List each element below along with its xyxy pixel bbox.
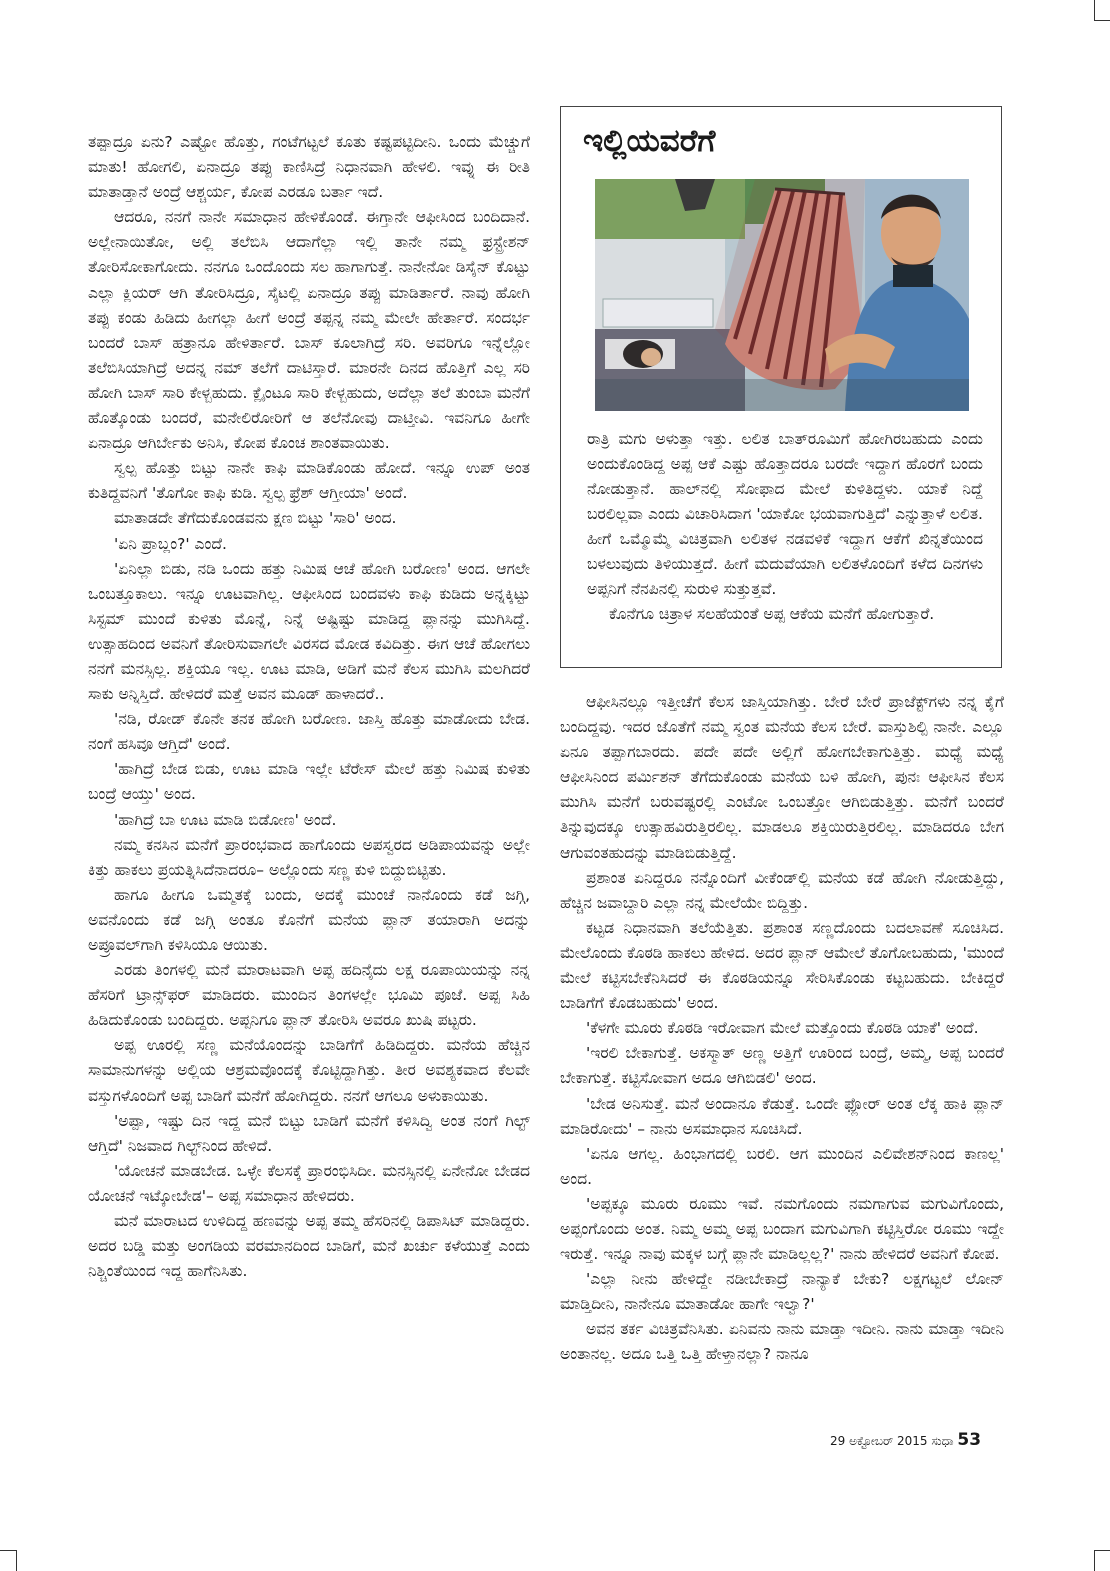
- paragraph: ಕೊನೆಗೂ ಚಿತ್ರಾಳ ಸಲಹೆಯಂತೆ ಅಪ್ಪ ಆಕೆಯ ಮನೆಗೆ ಹೋಗುತ್ತಾರೆ.: [609, 605, 935, 623]
- paragraph: 'ಹಾಗಿದ್ರೆ ಬೇಡ ಬಿಡು, ಊಟ ಮಾಡಿ ಇಲ್ಲೇ ಟೆರೇಸ್ ಮೇಲೆ ಹತ್ತು ನಿಮಿಷ ಕುಳಿತು ಬಂದ್ರೆ ಆಯ್ತು' ಅಂದ.: [88, 760, 530, 804]
- paragraph: ಎರಡು ತಿಂಗಳಲ್ಲಿ ಮನೆ ಮಾರಾಟವಾಗಿ ಅಪ್ಪ ಹದಿನೈದು ಲಕ್ಷ ರೂಪಾಯಿಯನ್ನು ನನ್ನ ಹೆಸರಿಗೆ ಟ್ರಾನ್ಸ್‌ಫರ್ ಮಾಡಿದರು. ಮುಂದಿನ ತಿಂಗಳಲ್ಲೇ ಭೂಮಿ ಪೂಜೆ. ಅಪ್ಪ ಸಿಹಿ ಹಿಡಿದುಕೊಂಡು ಬಂದಿದ್ದರು. ಅಪ್ಪನಿಗೂ ಪ್ಲಾನ್ ತೋರಿಸಿ ಅವರೂ ಖುಷಿ ಪಟ್ಟರು.: [88, 961, 530, 1030]
- crop-mark: [1094, 1550, 1110, 1551]
- paragraph: ಕಟ್ಟಡ ನಿಧಾನವಾಗಿ ತಲೆಯೆತ್ತಿತು. ಪ್ರಶಾಂತ ಸಣ್ಣದೊಂದು ಬದಲಾವಣೆ ಸೂಚಿಸಿದ. ಮೇಲೊಂದು ಕೊಠಡಿ ಹಾಕಲು ಹೇಳಿದ. ಅದರ ಪ್ಲಾನ್ ಆಮೇಲೆ ತೊಗೋಬಹುದು, 'ಮುಂದೆ ಮೇಲೆ ಕಟ್ಟಿಸಬೇಕೆನಿಸಿದರೆ ಈ ಕೊಠಡಿಯನ್ನೂ ಸೇರಿಸಿಕೊಂಡು ಕಟ್ಟಬಹುದು. ಬೇಕಿದ್ದರೆ ಬಾಡಿಗೆಗೆ ಕೊಡಬಹುದು' ಅಂದ.: [560, 918, 1004, 1013]
- paragraph: ನಮ್ಮ ಕನಸಿನ ಮನೆಗೆ ಪ್ರಾರಂಭವಾದ ಹಾಗೊಂದು ಅಪಸ್ವರದ ಅಡಿಪಾಯವನ್ನು ಅಲ್ಲೇ ಕಿತ್ತು ಹಾಕಲು ಪ್ರಯತ್ನಿಸಿದೆನಾದರೂ– ಅಲ್ಲೊಂದು ಸಣ್ಣ ಕುಳಿ ಬಿದ್ದುಬಿಟ್ಟಿತು.: [88, 835, 530, 879]
- story-so-far-box: [560, 106, 1002, 668]
- paragraph: 'ಯೋಚನೆ ಮಾಡಬೇಡ. ಒಳ್ಳೇ ಕೆಲಸಕ್ಕೆ ಪ್ರಾರಂಭಿಸಿದೀ. ಮನಸ್ಸಿನಲ್ಲಿ ಏನೇನೋ ಬೇಡದ ಯೋಚನೆ ಇಟ್ಕೋಬೇಡ'– ಅಪ್ಪ ಸಮಾಧಾನ ಹೇಳಿದರು.: [88, 1161, 530, 1205]
- crop-mark: [1094, 0, 1095, 20]
- paragraph: ಪ್ರಶಾಂತ ಏನಿದ್ದರೂ ನನ್ನೊಂದಿಗೆ ವೀಕೆಂಡ್‌ಲ್ಲಿ ಮನೆಯ ಕಡೆ ಹೋಗಿ ನೋಡುತ್ತಿದ್ದು, ಹೆಚ್ಚಿನ ಜವಾಬ್ದಾರಿ ಎಲ್ಲಾ ನನ್ನ ಮೇಲೆಯೇ ಬಿದ್ದಿತ್ತು.: [560, 868, 1004, 912]
- paragraph: 'ಕೆಳಗೇ ಮೂರು ಕೊಠಡಿ ಇರೋವಾಗ ಮೇಲೆ ಮತ್ತೊಂದು ಕೊಠಡಿ ಯಾಕೆ' ಅಂದೆ.: [586, 1019, 979, 1038]
- paragraph: 'ಏನಿಲ್ಲಾ ಬಿಡು, ನಡಿ ಒಂದು ಹತ್ತು ನಿಮಿಷ ಆಚೆ ಹೋಗಿ ಬರೋಣ' ಅಂದ. ಆಗಲೇ ಒಂಬತ್ತೂಕಾಲು. ಇನ್ನೂ ಊಟವಾಗಿಲ್ಲ. ಆಫೀಸಿಂದ ಬಂದವಳು ಕಾಫಿ ಕುಡಿದು ಅನ್ನಕ್ಕಿಟ್ಟು ಸಿಸ್ಟಮ್ ಮುಂದೆ ಕುಳಿತು ಮೊನ್ನೆ, ನಿನ್ನೆ ಅಷ್ಟಿಷ್ಟು ಮಾಡಿದ್ದ ಪ್ಲಾನನ್ನು ಮುಗಿಸಿದ್ದೆ. ಉತ್ಸಾಹದಿಂದ ಅವನಿಗೆ ತೋರಿಸುವಾಗಲೇ ವಿರಸದ ಮೋಡ ಕವಿದಿತ್ತು. ಈಗ ಆಚೆ ಹೋಗಲು ನನಗೆ ಮನಸ್ಸಿಲ್ಲ. ಶಕ್ತಿಯೂ ಇಲ್ಲ. ಊಟ ಮಾಡಿ, ಅಡಿಗೆ ಮನೆ ಕೆಲಸ ಮುಗಿಸಿ ಮಲಗಿದರೆ ಸಾಕು ಅನ್ನಿಸ್ತಿದೆ. ಹೇಳಿದರೆ ಮತ್ತೆ ಅವನ ಮೂಡ್ ಹಾಳಾದರೆ..: [88, 559, 530, 704]
- crop-mark: [1094, 1550, 1095, 1571]
- crop-mark: [1094, 20, 1110, 21]
- crop-mark: [16, 1550, 17, 1571]
- paragraph: 'ಏನಿ ಪ್ರಾಬ್ಲಂ?' ಎಂದೆ.: [114, 534, 227, 553]
- paragraph: ಹಾಗೂ ಹೀಗೂ ಒಮ್ಮತಕ್ಕೆ ಬಂದು, ಅದಕ್ಕೆ ಮುಂಚೆ ನಾನೊಂದು ಕಡೆ ಜಗ್ಗಿ, ಅವನೊಂದು ಕಡೆ ಜಗ್ಗಿ ಅಂತೂ ಕೊನೆಗೆ ಮನೆಯ ಪ್ಲಾನ್ ತಯಾರಾಗಿ ಅದನ್ನು ಅಪ್ರೂವಲ್‌ಗಾಗಿ ಕಳಿಸಿಯೂ ಆಯಿತು.: [88, 885, 530, 954]
- issue-date: 29 ಅಕ್ಟೋಬರ್ 2015: [830, 1434, 928, 1448]
- paragraph: ಮಾತಾಡದೇ ತೆಗೆದುಕೊಂಡವನು ಕ್ಷಣ ಬಿಟ್ಟು 'ಸಾರಿ' ಅಂದ.: [114, 509, 397, 528]
- crop-mark: [0, 1550, 16, 1551]
- page-footer: [830, 1432, 981, 1449]
- paragraph: 'ಅಪ್ಪಕ್ಕೂ ಮೂರು ರೂಮು ಇವೆ. ನಮಗೊಂದು ನಮಗಾಗುವ ಮಗುವಿಗೊಂದು, ಅಪ್ಪಂಗೊಂದು ಅಂತ. ನಿಮ್ಮ ಅಮ್ಮ ಅಪ್ಪ ಬಂದಾಗ ಮಗುವಿಗಾಗಿ ಕಟ್ಟಿಸ್ತಿರೋ ರೂಮು ಇದ್ದೇ ಇರುತ್ತೆ. ಇನ್ನೂ ನಾವು ಮಕ್ಕಳ ಬಗ್ಗೆ ಪ್ಲಾನೇ ಮಾಡಿಲ್ಲಲ್ಲ?' ನಾನು ಹೇಳಿದರೆ ಅವನಿಗೆ ಕೋಪ.: [560, 1194, 1004, 1264]
- paragraph: ಮನೆ ಮಾರಾಟದ ಉಳಿದಿದ್ದ ಹಣವನ್ನು ಅಪ್ಪ ತಮ್ಮ ಹೆಸರಿನಲ್ಲಿ ಡಿಪಾಸಿಟ್ ಮಾಡಿದ್ದರು. ಅದರ ಬಡ್ಡಿ ಮತ್ತು ಅಂಗಡಿಯ ವರಮಾನದಿಂದ ಬಾಡಿಗೆ, ಮನೆ ಖರ್ಚು ಕಳೆಯುತ್ತೆ ಎಂದು ನಿಶ್ಚಿಂತೆಯಿಂದ ಇದ್ದ ಹಾಗೆನಿಸಿತು.: [88, 1212, 530, 1281]
- article-column-left: [88, 130, 530, 1420]
- paragraph: 'ಹಾಗಿದ್ರೆ ಬಾ ಊಟ ಮಾಡಿ ಬಿಡೋಣ' ಅಂದೆ.: [114, 810, 337, 829]
- sidebar-summary: [587, 427, 983, 627]
- paragraph: ತಪ್ಪಾದ್ರೂ ಏನು? ಎಷ್ಟೋ ಹೊತ್ತು, ಗಂಟೆಗಟ್ಟಲೆ ಕೂತು ಕಷ್ಟಪಟ್ಟಿದೀನಿ. ಒಂದು ಮೆಚ್ಚುಗೆ ಮಾತು! ಹೋಗಲಿ, ಏನಾದ್ರೂ ತಪ್ಪು ಕಾಣಿಸಿದ್ರೆ ನಿಧಾನವಾಗಿ ಹೇಳಲಿ. ಇವ್ನು ಈ ರೀತಿ ಮಾತಾಡ್ತಾನೆ ಅಂದ್ರೆ ಆಶ್ಚರ್ಯ, ಕೋಪ ಎರಡೂ ಬರ್ತಾ ಇದೆ.: [88, 133, 530, 202]
- paragraph: ಅವನ ತರ್ಕ ವಿಚಿತ್ರವೆನಿಸಿತು. ಏನಿವನು ನಾನು ಮಾಡ್ತಾ ಇದೀನಿ. ನಾನು ಮಾಡ್ತಾ ಇದೀನಿ ಅಂತಾನಲ್ಲ. ಅದೂ ಒತ್ತಿ ಒತ್ತಿ ಹೇಳ್ತಾನಲ್ಲಾ? ನಾನೂ: [560, 1320, 1004, 1364]
- story-illustration: [595, 179, 969, 411]
- paragraph: 'ಏನೂ ಆಗಲ್ಲ. ಹಿಂಭಾಗದಲ್ಲಿ ಬರಲಿ. ಆಗ ಮುಂದಿನ ಎಲಿವೇಶನ್‌ನಿಂದ ಕಾಣಲ್ಲ' ಅಂದ.: [560, 1144, 1004, 1188]
- paragraph: 'ಬೇಡ ಅನಿಸುತ್ತೆ. ಮನೆ ಅಂದಾನೂ ಕೆಡುತ್ತೆ. ಒಂದೇ ಫ್ಲೋರ್ ಅಂತ ಲೆಕ್ಕ ಹಾಕಿ ಪ್ಲಾನ್ ಮಾಡಿರೋದು' – ನಾನು ಅಸಮಾಧಾನ ಸೂಚಿಸಿದೆ.: [560, 1094, 1004, 1138]
- paragraph: ಸ್ವಲ್ಪ ಹೊತ್ತು ಬಿಟ್ಟು ನಾನೇ ಕಾಫಿ ಮಾಡಿಕೊಂಡು ಹೋದೆ. ಇನ್ನೂ ಉಪ್ ಅಂತ ಕುತಿದ್ದವನಿಗೆ 'ತೊಗೋ ಕಾಫಿ ಕುಡಿ. ಸ್ವಲ್ಪ ಫ್ರೆಶ್ ಆಗ್ತೀಯಾ' ಅಂದೆ.: [88, 459, 530, 503]
- paragraph: ಅಪ್ಪ ಊರಲ್ಲಿ ಸಣ್ಣ ಮನೆಯೊಂದನ್ನು ಬಾಡಿಗೆಗೆ ಹಿಡಿದಿದ್ದರು. ಮನೆಯ ಹೆಚ್ಚಿನ ಸಾಮಾನುಗಳನ್ನು ಅಲ್ಲಿಯ ಆಶ್ರಮವೊಂದಕ್ಕೆ ಕೊಟ್ಟಿದ್ದಾಗಿತ್ತು. ತೀರ ಅವಶ್ಯಕವಾದ ಕೆಲವೇ ವಸ್ತುಗಳೊಂದಿಗೆ ಅಪ್ಪ ಬಾಡಿಗೆ ಮನೆಗೆ ಹೋಗಿದ್ದರು. ನನಗೆ ಆಗಲೂ ಅಳುಕಾಯಿತು.: [88, 1036, 530, 1105]
- paragraph: 'ನಡಿ, ರೋಡ್ ಕೊನೇ ತನಕ ಹೋಗಿ ಬರೋಣ. ಜಾಸ್ತಿ ಹೊತ್ತು ಮಾಡೋದು ಬೇಡ. ನಂಗೆ ಹಸಿವೂ ಆಗ್ತಿದೆ' ಅಂದೆ.: [88, 710, 530, 754]
- magazine-name: ಸುಧಾ: [931, 1434, 954, 1448]
- article-column-right: [560, 690, 1004, 1425]
- paragraph: ರಾತ್ರಿ ಮಗು ಅಳುತ್ತಾ ಇತ್ತು. ಲಲಿತ ಬಾತ್‌ರೂಮಿಗೆ ಹೋಗಿರಬಹುದು ಎಂದು ಅಂದುಕೊಂಡಿದ್ದ ಅಪ್ಪ ಆಕೆ ಎಷ್ಟು ಹೊತ್ತಾದರೂ ಬರದೇ ಇದ್ದಾಗ ಹೊರಗೆ ಬಂದು ನೋಡುತ್ತಾನೆ. ಹಾಲ್‌ನಲ್ಲಿ ಸೋಫಾದ ಮೇಲೆ ಕುಳಿತಿದ್ದಳು. ಯಾಕೆ ನಿದ್ದೆ ಬರಲಿಲ್ಲವಾ ಎಂದು ವಿಚಾರಿಸಿದಾಗ 'ಯಾಕೋ ಭಯವಾಗುತ್ತಿದೆ' ಎನ್ನುತ್ತಾಳೆ ಲಲಿತ. ಹೀಗೆ ಒಮ್ಮೊಮ್ಮೆ ವಿಚಿತ್ರವಾಗಿ ಲಲಿತಳ ನಡವಳಿಕೆ ಇದ್ದಾಗ ಆಕೆಗೆ ಖಿನ್ನತೆಯಿಂದ ಬಳಲುವುದು ತಿಳಿಯುತ್ತದೆ. ಹೀಗೆ ಮದುವೆಯಾಗಿ ಲಲಿತಳೊಂದಿಗೆ ಕಳೆದ ದಿನಗಳು ಅಪ್ಪನಿಗೆ ನೆನಪಿನಲ್ಲಿ ಸುರುಳಿ ಸುತ್ತುತ್ತವೆ.: [587, 430, 983, 598]
- paragraph: 'ಇರಲಿ ಬೇಕಾಗುತ್ತೆ. ಅಕಸ್ಮಾತ್ ಅಣ್ಣ ಅತ್ತಿಗೆ ಊರಿಂದ ಬಂದ್ರೆ, ಅಮ್ಮ, ಅಪ್ಪ ಬಂದರೆ ಬೇಕಾಗುತ್ತೆ. ಕಟ್ಟಿಸೋವಾಗ ಅದೂ ಆಗಿಬಿಡಲಿ' ಅಂದ.: [560, 1044, 1004, 1088]
- paragraph: 'ಅಪ್ಪಾ, ಇಷ್ಟು ದಿನ ಇದ್ದ ಮನೆ ಬಿಟ್ಟು ಬಾಡಿಗೆ ಮನೆಗೆ ಕಳಿಸಿದ್ವಿ ಅಂತ ನಂಗೆ ಗಿಲ್ಟ್ ಆಗ್ತಿದೆ' ನಿಜವಾದ ಗಿಲ್ಟ್‌ನಿಂದ ಹೇಳಿದೆ.: [88, 1111, 530, 1155]
- paragraph: ಆಫೀಸಿನಲ್ಲೂ ಇತ್ತೀಚೆಗೆ ಕೆಲಸ ಜಾಸ್ತಿಯಾಗಿತ್ತು. ಬೇರೆ ಬೇರೆ ಪ್ರಾಜೆಕ್ಟ್‌ಗಳು ನನ್ನ ಕೈಗೆ ಬಂದಿದ್ದವು. ಇದರ ಜೊತೆಗೆ ನಮ್ಮ ಸ್ವಂತ ಮನೆಯ ಕೆಲಸ ಬೇರೆ. ವಾಸ್ತುಶಿಲ್ಪಿ ನಾನೇ. ಎಲ್ಲೂ ಏನೂ ತಪ್ಪಾಗಬಾರದು. ಪದೇ ಪದೇ ಅಲ್ಲಿಗೆ ಹೋಗಬೇಕಾಗುತ್ತಿತ್ತು. ಮಧ್ಯೆ ಮಧ್ಯೆ ಆಫೀಸಿನಿಂದ ಪರ್ಮಿಶನ್ ತೆಗೆದುಕೊಂಡು ಮನೆಯ ಬಳಿ ಹೋಗಿ, ಪುನಃ ಆಫೀಸಿನ ಕೆಲಸ ಮುಗಿಸಿ ಮನೆಗೆ ಬರುವಷ್ಟರಲ್ಲಿ ಎಂಟೋ ಒಂಬತ್ತೋ ಆಗಿಬಿಡುತ್ತಿತ್ತು. ಮನೆಗೆ ಬಂದರೆ ತಿನ್ನುವುದಕ್ಕೂ ಉತ್ಸಾಹವಿರುತ್ತಿರಲಿಲ್ಲ. ಮಾಡಲೂ ಶಕ್ತಿಯಿರುತ್ತಿರಲಿಲ್ಲ. ಮಾಡಿದರೂ ಬೇಗ ಆಗುವಂತಹುದನ್ನು ಮಾಡಿಬಿಡುತ್ತಿದ್ದೆ.: [560, 693, 1004, 862]
- page-number: 53: [957, 1430, 982, 1450]
- paragraph: 'ಎಲ್ಲಾ ನೀನು ಹೇಳಿದ್ದೇ ನಡೀಬೇಕಾದ್ರೆ ನಾನ್ಯಾಕೆ ಬೇಕು? ಲಕ್ಷಗಟ್ಟಲೆ ಲೋನ್ ಮಾಡ್ತಿದೀನಿ, ನಾನೇನೂ ಮಾತಾಡೋ ಹಾಗೇ ಇಲ್ವಾ?': [560, 1270, 1004, 1314]
- paragraph: ಆದರೂ, ನನಗೆ ನಾನೇ ಸಮಾಧಾನ ಹೇಳಿಕೊಂಡೆ. ಈಗ್ತಾನೇ ಆಫೀಸಿಂದ ಬಂದಿದಾನೆ. ಅಲ್ಲೇನಾಯಿತೋ, ಅಲ್ಲಿ ತಲೆಬಿಸಿ ಆದಾಗೆಲ್ಲಾ ಇಲ್ಲಿ ತಾನೇ ನಮ್ಮ ಫ್ರಸ್ಟ್ರೇಶನ್ ತೋರಿಸೋಕಾಗೋದು. ನನಗೂ ಒಂದೊಂದು ಸಲ ಹಾಗಾಗುತ್ತೆ. ನಾನೇನೋ ಡಿಸೈನ್ ಕೊಟ್ಟು ಎಲ್ಲಾ ಕ್ಲಿಯರ್ ಆಗಿ ತೋರಿಸಿದ್ರೂ, ಸೈಟಲ್ಲಿ ಏನಾದ್ರೂ ತಪ್ಪು ಮಾಡಿರ್ತಾರೆ. ನಾವು ಹೋಗಿ ತಪ್ಪು ಕಂಡು ಹಿಡಿದು ಹೀಗಲ್ಲಾ ಹೀಗೆ ಅಂದ್ರೆ ತಪ್ಪನ್ನ ನಮ್ಮ ಮೇಲೇ ಹೇರ್ತಾರೆ. ಸಂದರ್ಭ ಬಂದರೆ ಬಾಸ್ ಹತ್ರಾನೂ ಹೇಳಿರ್ತಾರೆ. ಬಾಸ್ ಕೂಲಾಗಿದ್ರೆ ಸರಿ. ಅವರಿಗೂ ಇನ್ನೆಲ್ಲೋ ತಲೆಬಿಸಿಯಾಗಿದ್ರೆ ಅದನ್ನ ನಮ್ ತಲೆಗೆ ದಾಟಿಸ್ತಾರೆ. ಮಾರನೇ ದಿನದ ಹೊತ್ತಿಗೆ ಎಲ್ಲ ಸರಿ ಹೋಗಿ ಬಾಸ್ ಸಾರಿ ಕೇಳ್ಬಹುದು. ಕ್ಲೈಂಟೂ ಸಾರಿ ಕೇಳ್ಬಹುದು, ಅದೆಲ್ಲಾ ತಲೆ ತುಂಬಾ ಮನೆಗೆ ಹೊತ್ಕೊಂಡು ಬಂದರೆ, ಮನೇಲಿರೋರಿಗೆ ಆ ತಲೆನೋವು ದಾಟ್ತೀವಿ. ಇವನಿಗೂ ಹೀಗೇ ಏನಾದ್ರೂ ಆಗಿರ್ಬೇಕು ಅನಿಸಿ, ಕೋಪ ಕೊಂಚ ಶಾಂತವಾಯಿತು.: [88, 208, 530, 453]
- sidebar-title: ಇಲ್ಲಿಯವರೆಗೆ: [583, 123, 716, 159]
